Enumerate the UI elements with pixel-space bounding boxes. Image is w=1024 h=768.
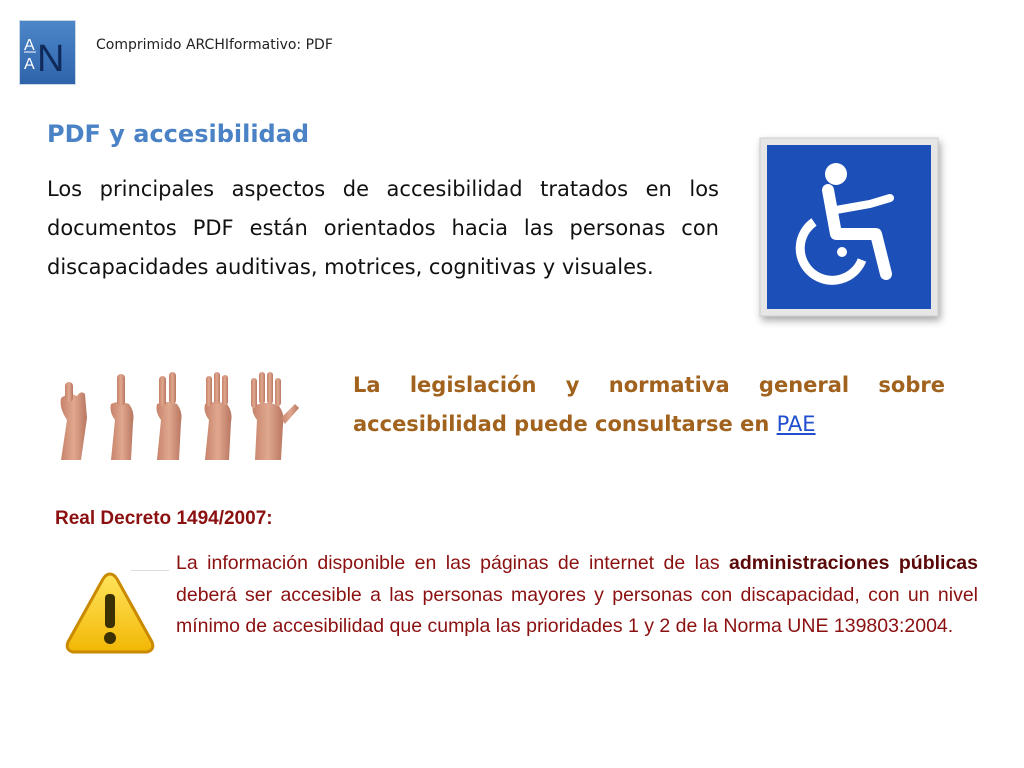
warning-icon bbox=[64, 570, 156, 656]
section-title: PDF y accesibilidad bbox=[47, 120, 310, 148]
svg-text:N: N bbox=[37, 38, 65, 80]
pae-link[interactable]: PAE bbox=[776, 412, 816, 436]
decree-text-bold: administraciones públicas bbox=[729, 552, 978, 574]
wheelchair-icon bbox=[758, 136, 940, 318]
header-title: Comprimido ARCHIformativo: PDF bbox=[96, 37, 333, 53]
decree-text-after: deberá ser accesible a las personas mayores y personas con discapacidad, con un nivel mínimo de accesibilidad que cumpla las prioridades 1 y 2 de la Norma UNE 139803:2004. bbox=[176, 583, 978, 637]
archiformativo-logo bbox=[19, 20, 76, 85]
svg-text:A: A bbox=[24, 56, 35, 73]
intro-paragraph: Los principales aspectos de accesibilidad tratados en los documentos PDF están orientados hacia las personas con discapacidades auditivas, motrices, cognitivas y visuales. bbox=[47, 177, 719, 279]
counting-hands-image bbox=[47, 368, 299, 460]
decree-paragraph bbox=[176, 548, 978, 643]
decree-title: Real Decreto 1494/2007: bbox=[55, 508, 273, 529]
svg-text:A: A bbox=[24, 37, 35, 54]
decree-text-before: La información disponible en las páginas de internet de las bbox=[176, 552, 730, 574]
legislation-text: La legislación y normativa general sobre accesibilidad puede consultarse en bbox=[353, 373, 945, 436]
legislation-paragraph bbox=[353, 366, 945, 444]
